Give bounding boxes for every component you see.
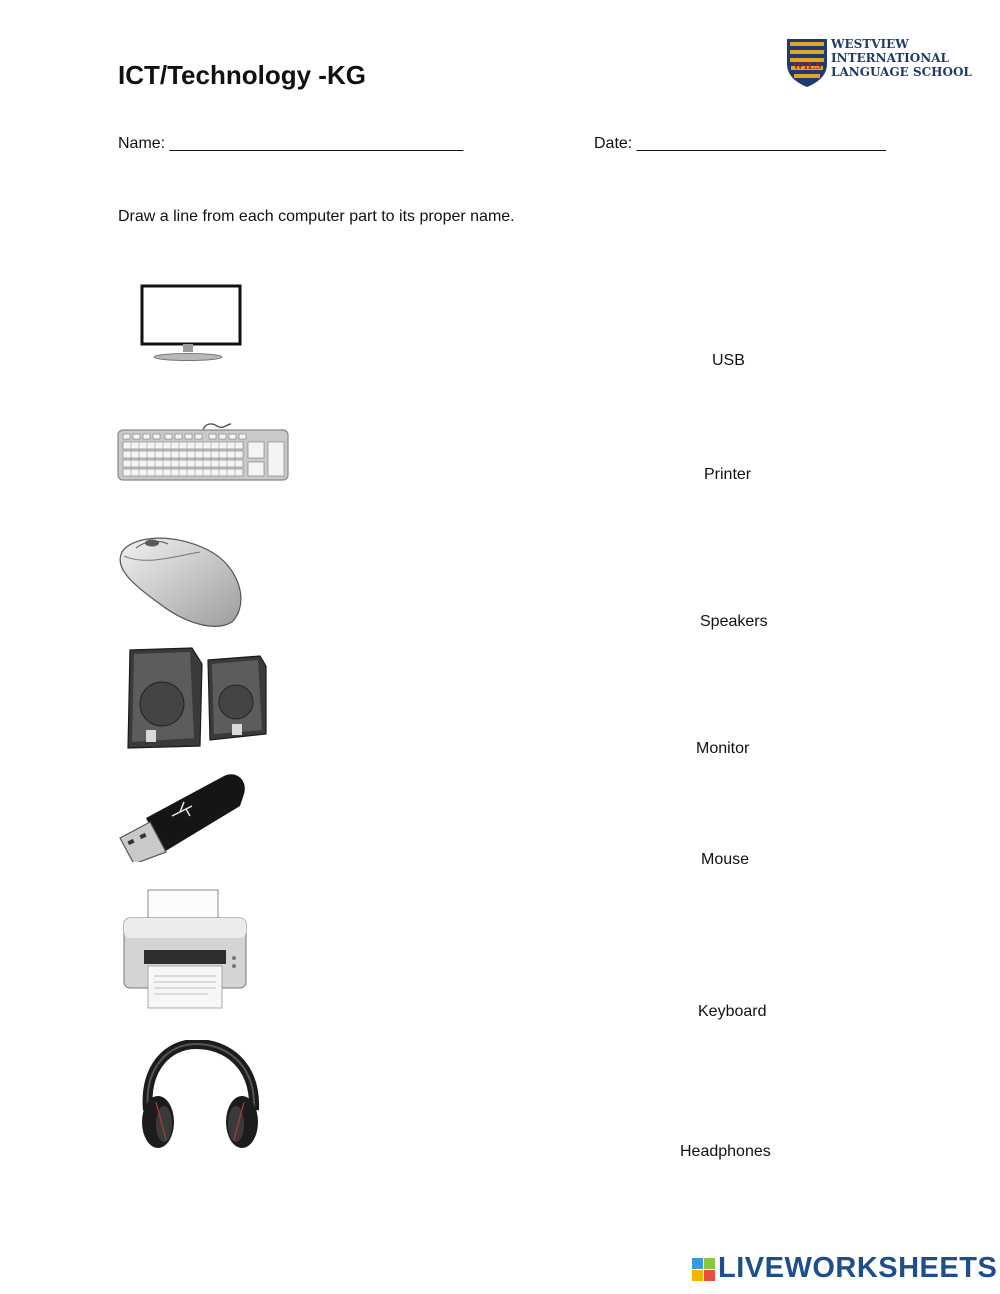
school-name-line-1: WESTVIEW xyxy=(831,37,909,51)
name-blank: _________________________________ xyxy=(169,135,464,152)
date-field[interactable] xyxy=(594,135,886,153)
speakers-picture[interactable] xyxy=(124,646,270,750)
headphones-picture[interactable] xyxy=(136,1040,278,1160)
word-usb[interactable]: USB xyxy=(712,352,745,369)
headphones-icon xyxy=(136,1040,278,1160)
instruction-text: Draw a line from each computer part to its proper name. xyxy=(118,208,515,225)
name-label: Name: xyxy=(118,135,166,152)
word-speakers[interactable]: Speakers xyxy=(700,613,768,630)
keyboard-icon xyxy=(117,420,290,482)
monitor-picture[interactable] xyxy=(140,284,244,364)
word-mouse[interactable]: Mouse xyxy=(701,851,750,868)
usb-icon xyxy=(116,772,248,862)
school-logo xyxy=(786,38,828,88)
school-monogram: WILS xyxy=(792,60,822,72)
usb-picture[interactable] xyxy=(116,772,248,862)
word-printer[interactable]: Printer xyxy=(704,466,752,483)
school-name-line-2: INTERNATIONAL xyxy=(831,51,949,65)
word-keyboard[interactable]: Keyboard xyxy=(698,1003,767,1020)
word-headphones[interactable]: Headphones xyxy=(680,1143,771,1160)
school-name xyxy=(831,37,972,79)
date-label: Date: xyxy=(594,135,633,152)
mouse-icon xyxy=(116,534,248,630)
word-monitor[interactable]: Monitor xyxy=(696,740,750,757)
page-title: ICT/Technology -KG xyxy=(118,60,366,90)
date-blank: ____________________________ xyxy=(636,135,886,152)
liveworksheets-logo-mark xyxy=(692,1258,716,1282)
school-crest-icon xyxy=(786,38,828,88)
monitor-icon xyxy=(140,284,244,364)
name-field[interactable] xyxy=(118,135,463,153)
mouse-picture[interactable] xyxy=(116,534,248,630)
liveworksheets-badge-icon xyxy=(692,1258,716,1282)
printer-icon xyxy=(118,888,252,1012)
school-name-line-3: LANGUAGE SCHOOL xyxy=(831,65,972,79)
speakers-icon xyxy=(124,646,270,750)
keyboard-picture[interactable] xyxy=(117,420,290,482)
printer-picture[interactable] xyxy=(118,888,252,1012)
liveworksheets-brand: LIVEWORKSHEETS xyxy=(718,1252,998,1284)
